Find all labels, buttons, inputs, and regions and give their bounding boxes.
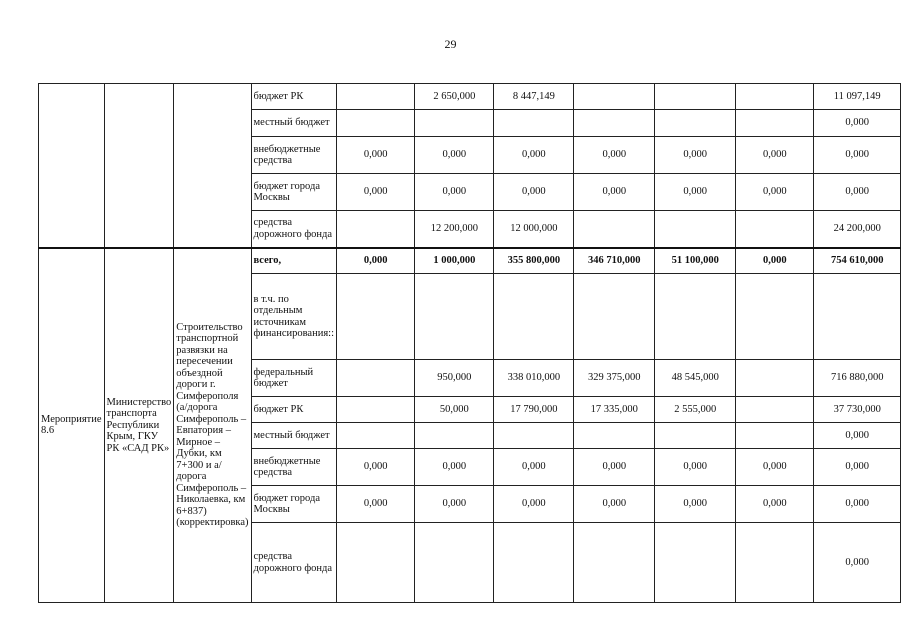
funding-source-cell: бюджет РК bbox=[251, 397, 336, 423]
value-cell bbox=[574, 423, 655, 449]
value-cell bbox=[736, 397, 814, 423]
value-cell: 17 335,000 bbox=[574, 397, 655, 423]
value-cell: 0,000 bbox=[336, 449, 414, 486]
value-cell: 0,000 bbox=[494, 449, 574, 486]
value-cell bbox=[736, 211, 814, 248]
total-cell bbox=[814, 274, 901, 360]
value-cell: 48 545,000 bbox=[655, 360, 736, 397]
value-cell: 346 710,000 bbox=[574, 248, 655, 274]
total-cell: 0,000 bbox=[814, 523, 901, 603]
total-cell: 24 200,000 bbox=[814, 211, 901, 248]
value-cell bbox=[574, 211, 655, 248]
value-cell bbox=[574, 84, 655, 110]
value-cell bbox=[574, 523, 655, 603]
total-cell: 37 730,000 bbox=[814, 397, 901, 423]
value-cell bbox=[574, 110, 655, 137]
value-cell bbox=[336, 274, 414, 360]
value-cell: 0,000 bbox=[415, 486, 494, 523]
value-cell: 0,000 bbox=[736, 248, 814, 274]
budget-table bbox=[38, 83, 901, 603]
value-cell bbox=[494, 523, 574, 603]
value-cell: 0,000 bbox=[736, 486, 814, 523]
value-cell bbox=[655, 84, 736, 110]
value-cell: 0,000 bbox=[415, 449, 494, 486]
funding-source-cell: внебюджетные средства bbox=[251, 449, 336, 486]
value-cell: 338 010,000 bbox=[494, 360, 574, 397]
value-cell bbox=[736, 84, 814, 110]
value-cell: 0,000 bbox=[494, 174, 574, 211]
activity-code-cell: Мероприятие 8.6 bbox=[39, 248, 105, 603]
value-cell: 0,000 bbox=[736, 449, 814, 486]
value-cell: 0,000 bbox=[574, 449, 655, 486]
value-cell bbox=[336, 423, 414, 449]
value-cell bbox=[655, 274, 736, 360]
value-cell bbox=[336, 360, 414, 397]
value-cell bbox=[736, 360, 814, 397]
value-cell: 0,000 bbox=[574, 486, 655, 523]
value-cell bbox=[736, 274, 814, 360]
value-cell: 0,000 bbox=[574, 174, 655, 211]
value-cell: 0,000 bbox=[655, 137, 736, 174]
activity-description-cell: Строительство транспортной развязки на пересечении объездной дороги г. Симферополя (а/дорога Симферополь – Евпатория – Мирное – Дубки, км 7+300 и а/дорога Симферополь – Николаевка, км 6+837) (корректировка) bbox=[174, 248, 251, 603]
total-cell: 0,000 bbox=[814, 137, 901, 174]
funding-source-cell: федеральный бюджет bbox=[251, 360, 336, 397]
value-cell: 0,000 bbox=[736, 137, 814, 174]
value-cell: 0,000 bbox=[494, 486, 574, 523]
value-cell: 12 000,000 bbox=[494, 211, 574, 248]
value-cell: 0,000 bbox=[494, 137, 574, 174]
total-cell: 11 097,149 bbox=[814, 84, 901, 110]
table-row bbox=[39, 248, 901, 274]
value-cell bbox=[494, 110, 574, 137]
value-cell bbox=[574, 274, 655, 360]
value-cell: 2 650,000 bbox=[415, 84, 494, 110]
funding-source-cell: бюджет города Москвы bbox=[251, 486, 336, 523]
value-cell bbox=[494, 423, 574, 449]
value-cell: 0,000 bbox=[655, 174, 736, 211]
value-cell: 0,000 bbox=[415, 174, 494, 211]
value-cell bbox=[415, 423, 494, 449]
funding-source-cell: местный бюджет bbox=[251, 110, 336, 137]
value-cell: 0,000 bbox=[574, 137, 655, 174]
value-cell bbox=[415, 110, 494, 137]
value-cell: 950,000 bbox=[415, 360, 494, 397]
total-cell: 754 610,000 bbox=[814, 248, 901, 274]
value-cell: 17 790,000 bbox=[494, 397, 574, 423]
value-cell: 0,000 bbox=[415, 137, 494, 174]
value-cell: 8 447,149 bbox=[494, 84, 574, 110]
value-cell bbox=[336, 523, 414, 603]
value-cell: 51 100,000 bbox=[655, 248, 736, 274]
value-cell bbox=[736, 423, 814, 449]
funding-source-cell: бюджет города Москвы bbox=[251, 174, 336, 211]
total-cell: 0,000 bbox=[814, 423, 901, 449]
funding-source-cell: в т.ч. по отдельным источникам финансирования:: bbox=[251, 274, 336, 360]
value-cell: 1 000,000 bbox=[415, 248, 494, 274]
value-cell: 12 200,000 bbox=[415, 211, 494, 248]
total-cell: 0,000 bbox=[814, 486, 901, 523]
value-cell bbox=[655, 523, 736, 603]
value-cell bbox=[336, 84, 414, 110]
value-cell bbox=[415, 523, 494, 603]
value-cell bbox=[336, 211, 414, 248]
total-cell: 716 880,000 bbox=[814, 360, 901, 397]
value-cell: 0,000 bbox=[655, 486, 736, 523]
funding-source-cell: внебюджетные средства bbox=[251, 137, 336, 174]
empty-merged-cell bbox=[104, 84, 174, 248]
value-cell: 0,000 bbox=[736, 174, 814, 211]
value-cell bbox=[655, 423, 736, 449]
funding-source-cell: всего, bbox=[251, 248, 336, 274]
total-cell: 0,000 bbox=[814, 174, 901, 211]
value-cell bbox=[655, 110, 736, 137]
funding-source-cell: бюджет РК bbox=[251, 84, 336, 110]
value-cell bbox=[736, 523, 814, 603]
value-cell: 0,000 bbox=[336, 137, 414, 174]
value-cell: 50,000 bbox=[415, 397, 494, 423]
funding-source-cell: средства дорожного фонда bbox=[251, 523, 336, 603]
value-cell: 0,000 bbox=[336, 174, 414, 211]
value-cell: 0,000 bbox=[336, 248, 414, 274]
empty-merged-cell bbox=[174, 84, 251, 248]
total-cell: 0,000 bbox=[814, 449, 901, 486]
funding-source-cell: местный бюджет bbox=[251, 423, 336, 449]
funding-source-cell: средства дорожного фонда bbox=[251, 211, 336, 248]
executor-cell: Министерство транспорта Республики Крым, ГКУ РК «САД РК» bbox=[104, 248, 174, 603]
table-body bbox=[39, 84, 901, 603]
value-cell bbox=[494, 274, 574, 360]
value-cell bbox=[736, 110, 814, 137]
value-cell bbox=[336, 110, 414, 137]
value-cell bbox=[415, 274, 494, 360]
total-cell: 0,000 bbox=[814, 110, 901, 137]
value-cell: 329 375,000 bbox=[574, 360, 655, 397]
empty-merged-cell bbox=[39, 84, 105, 248]
value-cell bbox=[655, 211, 736, 248]
table-row bbox=[39, 84, 901, 110]
page-number: 29 bbox=[444, 37, 457, 51]
value-cell: 0,000 bbox=[655, 449, 736, 486]
value-cell: 355 800,000 bbox=[494, 248, 574, 274]
value-cell bbox=[336, 397, 414, 423]
value-cell: 2 555,000 bbox=[655, 397, 736, 423]
value-cell: 0,000 bbox=[336, 486, 414, 523]
